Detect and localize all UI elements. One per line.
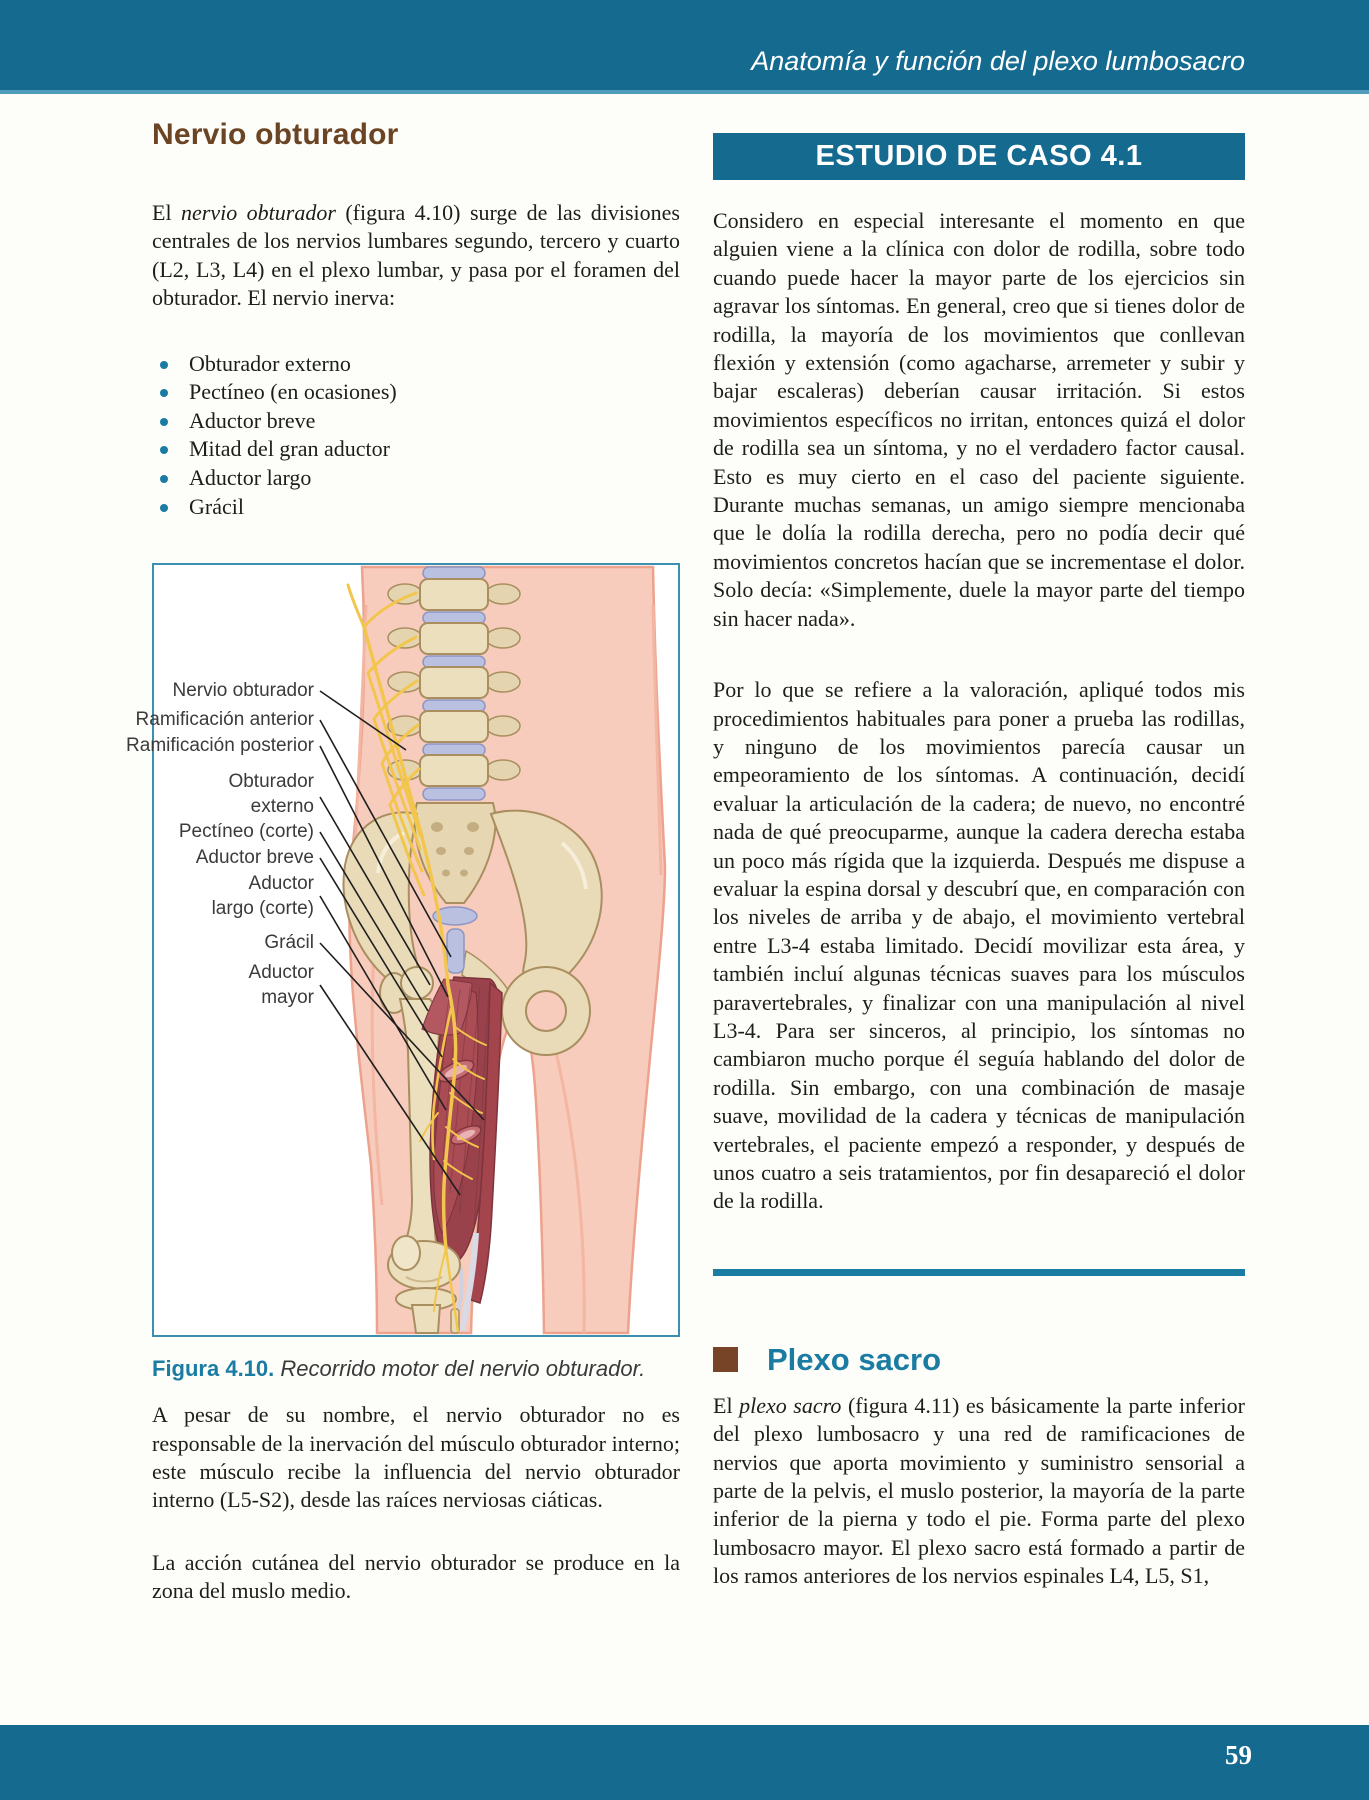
sacral-italic: plexo sacro [739,1392,842,1418]
figure-label: Ramificación anterior [135,709,314,731]
paragraph: La acción cutánea del nervio obturador se produce en la zona del muslo medio. [152,1549,680,1604]
figure-label: Grácil [264,932,314,954]
bullet-icon [160,361,168,369]
bullet-icon [160,446,168,454]
figure-label: Aductor largo (corte) [211,873,314,920]
list-item-label: Pectíneo (en ocasiones) [189,379,397,405]
list-item [152,407,680,436]
figure-caption [152,1355,680,1383]
running-head: Anatomía y función del plexo lumbosacro [751,46,1245,76]
intro-paragraph [152,199,680,313]
figure-label: Aductor breve [195,847,314,869]
intro-post: (figura 4.10) surge de las divisiones centrales de los nervios lumbares segundo, tercero y cuarto (L2, L3, L4) en el plexo lumbar, y pasa por el foramen del obturador. El nervio inerva: [152,200,680,311]
case-study-paragraph: Por lo que se refiere a la valoración, apliqué todos mis procedimientos habituales para poner a prueba las rodillas, y ninguno de los movimientos parecía causar un empeoramiento de los síntomas. A continuación, decidí evaluar la articulación de la cadera; de nuevo, no encontré nada de qué preocuparme, aunque la cadera derecha estaba un poco más rígida que la izquierda. Después me dispuse a evaluar la espina dorsal y descubrí que, en comparación con los niveles de arriba y de abajo, el movimiento vertebral entre L3-4 estaba limitado. Decidí movilizar esta área, y también incluí algunas técnicas suaves para los músculos paravertebrales, y finalizar con una manipulación al nivel L3-4. Para ser sinceros, al principio, los síntomas no cambiaron mucho porque él seguía hablando del dolor de rodilla. Sin embargo, con una combinación de masaje suave, movilidad de la cadera y técnicas de manipulación vertebrales, el paciente empezó a responder, y después de unos cuatro a seis tratamientos, por fin desapareció el dolor de la rodilla. [713,677,1245,1214]
caption-text: Recorrido motor del nervio obturador. [280,1356,646,1382]
figure-4-10 [126,563,680,1337]
figure-label: Nervio obturador [172,680,314,702]
bullet-icon [160,418,168,426]
page-footer [0,1725,1369,1800]
figure-label: Ramificación posterior [126,735,314,757]
case-study-header: ESTUDIO DE CASO 4.1 [713,133,1245,180]
paragraph: A pesar de su nombre, el nervio obturador no es responsable de la inervación del músculo obturador interno; este músculo recibe la influencia del nervio obturador interno (L5-S2), desde las raíces nerviosas ciáticas. [152,1402,680,1513]
page-header [0,0,1369,94]
figure-label: Pectíneo (corte) [178,821,314,843]
figure-canvas [126,565,678,1335]
sacral-pre: El [713,1392,740,1418]
list-item-label: Aductor largo [189,465,312,490]
list-item-label: Obturador externo [189,350,351,376]
bullet-icon [160,475,168,483]
page-number: 59 [1225,1740,1252,1770]
case-study-paragraph: Considero en especial interesante el momento en que alguien viene a la clínica con dolor de rodilla, sobre todo cuando puede hacer la mayor parte de los ejercicios sin agravar los síntomas. En general, creo que si tienes dolor de rodilla, la mayoría de los movimientos que conllevan flexión y extensión (como agacharse, arremeter y subir y bajar escaleras) deberían causar irritación. Si estos movimientos específicos no irritan, entonces quizá el dolor de rodilla sea un síntoma, y no el verdadero factor causal. Esto es muy cierto en el caso del paciente siguiente. Durante muchas semanas, un amigo siempre mencionaba que le dolía la rodilla derecha, pero no podía decir qué movimientos concretos hacían que se incrementase el dolor. Solo decía: «Simplemente, duele la mayor parte del tiempo sin hacer nada». [713,208,1245,631]
list-item-label: Mitad del gran aductor [189,436,390,462]
innervation-list [152,350,680,522]
list-item-label: Aductor breve [189,407,316,433]
section-divider [713,1269,1245,1276]
list-item [152,435,680,464]
intro-pre: El [152,200,182,225]
intro-italic: nervio obturador [181,200,336,225]
square-bullet-icon [713,1347,738,1372]
right-column [713,97,1245,1591]
list-item [152,378,680,407]
caption-number: Figura 4.10. [152,1356,275,1382]
paragraph [713,1392,1245,1591]
bullet-icon [160,389,168,397]
figure-label: Aductor mayor [248,962,314,1009]
list-item-label: Grácil [189,493,244,519]
list-item [152,350,680,379]
section-heading: Nervio obturador [152,118,399,151]
figure-label: Obturador externo [228,771,314,818]
sacral-post: (figura 4.11) es básicamente la parte inferior del plexo lumbosacro y una red de ramificaciones de nervios que aporta movimiento y suministro sensorial a parte de la pelvis, el muslo posterior, la mayoría de la parte inferior de la pierna y todo el pie. Forma parte del plexo lumbosacro mayor. El plexo sacro está formado a partir de los ramos anteriores de los nervios espinales L4, L5, S1, [713,1392,1245,1589]
plexo-sacro-title: Plexo sacro [767,1341,942,1377]
plexo-sacro-heading [713,1340,1245,1380]
bullet-icon [160,504,168,512]
list-item [152,464,680,493]
left-column [126,97,680,1606]
list-item [152,493,680,522]
